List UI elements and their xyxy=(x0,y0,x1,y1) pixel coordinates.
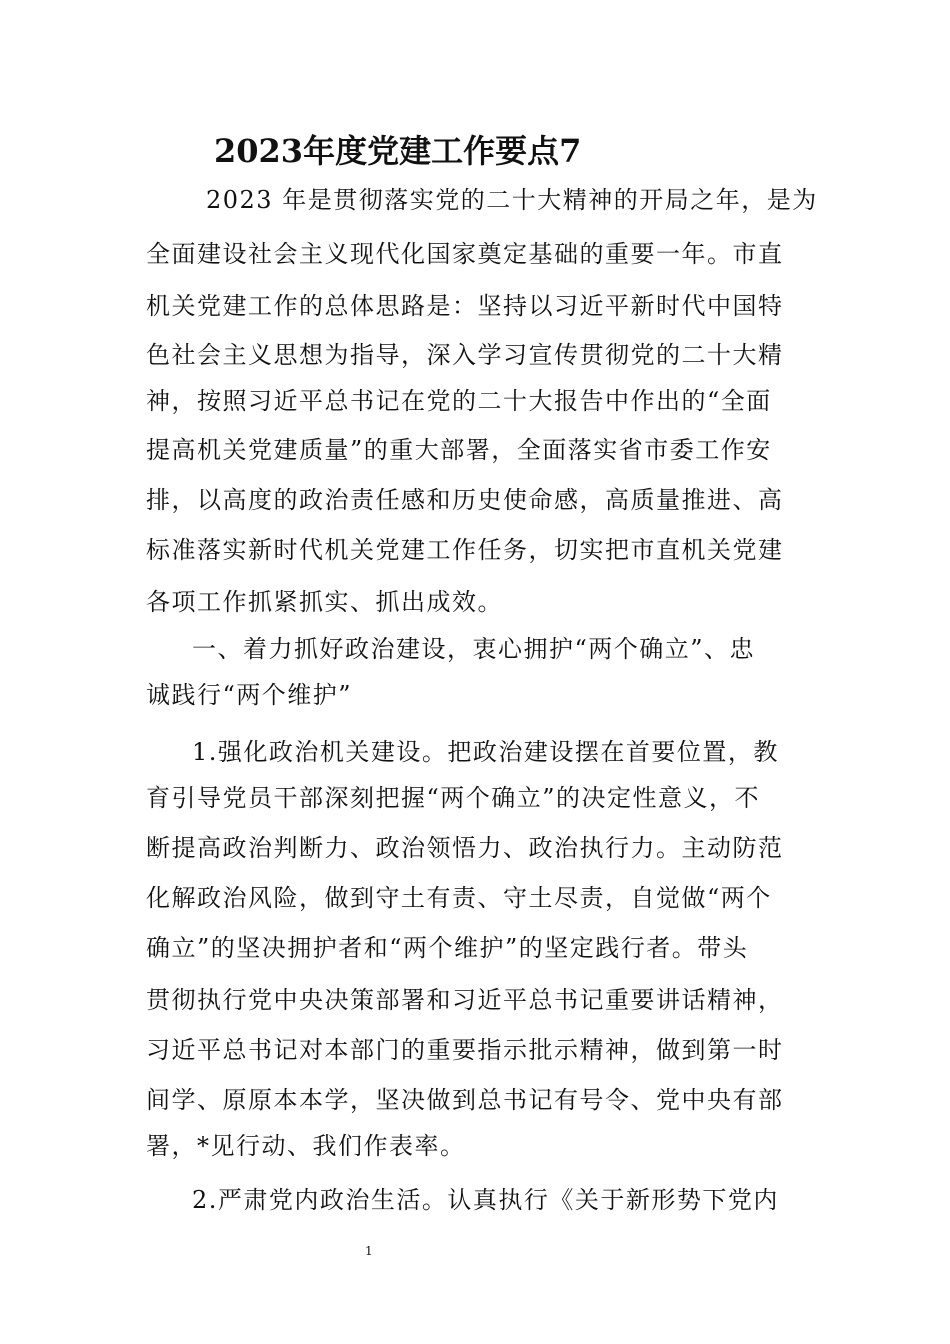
document-title: 2023年度党建工作要点7 xyxy=(214,132,582,170)
body-line: 2023 年是贯彻落实党的二十大精神的开局之年，是为 xyxy=(206,186,818,214)
body-line: 断提高政治判断力、政治领悟力、政治执行力。主动防范 xyxy=(146,834,784,862)
body-line: 各项工作抓紧抓实、抓出成效。 xyxy=(146,588,503,616)
body-line: 贯彻执行党中央决策部署和习近平总书记重要讲话精神， xyxy=(146,986,784,1014)
section-heading: 一、着力抓好政治建设，衷心拥护“两个确立”、忠 xyxy=(192,635,756,663)
body-line: 排，以高度的政治责任感和历史使命感，高质量推进、高 xyxy=(146,486,784,514)
body-line: 间学、原原本本学，坚决做到总书记有号令、党中央有部 xyxy=(146,1086,784,1114)
body-line: 全面建设社会主义现代化国家奠定基础的重要一年。市直 xyxy=(146,240,784,268)
body-line: 确立”的坚决拥护者和“两个维护”的坚定践行者。带头 xyxy=(146,934,749,962)
body-line: 育引导党员干部深刻把握“两个确立”的决定性意义，不 xyxy=(146,784,761,812)
body-line: 提高机关党建质量”的重大部署，全面落实省市委工作安 xyxy=(146,436,772,464)
body-line: 机关党建工作的总体思路是：坚持以习近平新时代中国特 xyxy=(146,292,784,320)
body-line: 署，*见行动、我们作表率。 xyxy=(146,1132,466,1160)
body-line: 习近平总书记对本部门的重要指示批示精神，做到第一时 xyxy=(146,1036,784,1064)
body-line: 1.强化政治机关建设。把政治建设摆在首要位置，教 xyxy=(192,738,779,766)
body-line: 标准落实新时代机关党建工作任务，切实把市直机关党建 xyxy=(146,536,784,564)
page-number: 1 xyxy=(365,1244,373,1258)
body-line: 2.严肃党内政治生活。认真执行《关于新形势下党内 xyxy=(192,1186,779,1214)
body-line: 化解政治风险，做到守土有责、守土尽责，自觉做“两个 xyxy=(146,884,772,912)
section-heading: 诚践行“两个维护” xyxy=(146,681,353,709)
body-line: 色社会主义思想为指导，深入学习宣传贯彻党的二十大精 xyxy=(146,341,784,369)
body-line: 神，按照习近平总书记在党的二十大报告中作出的“全面 xyxy=(146,387,772,415)
